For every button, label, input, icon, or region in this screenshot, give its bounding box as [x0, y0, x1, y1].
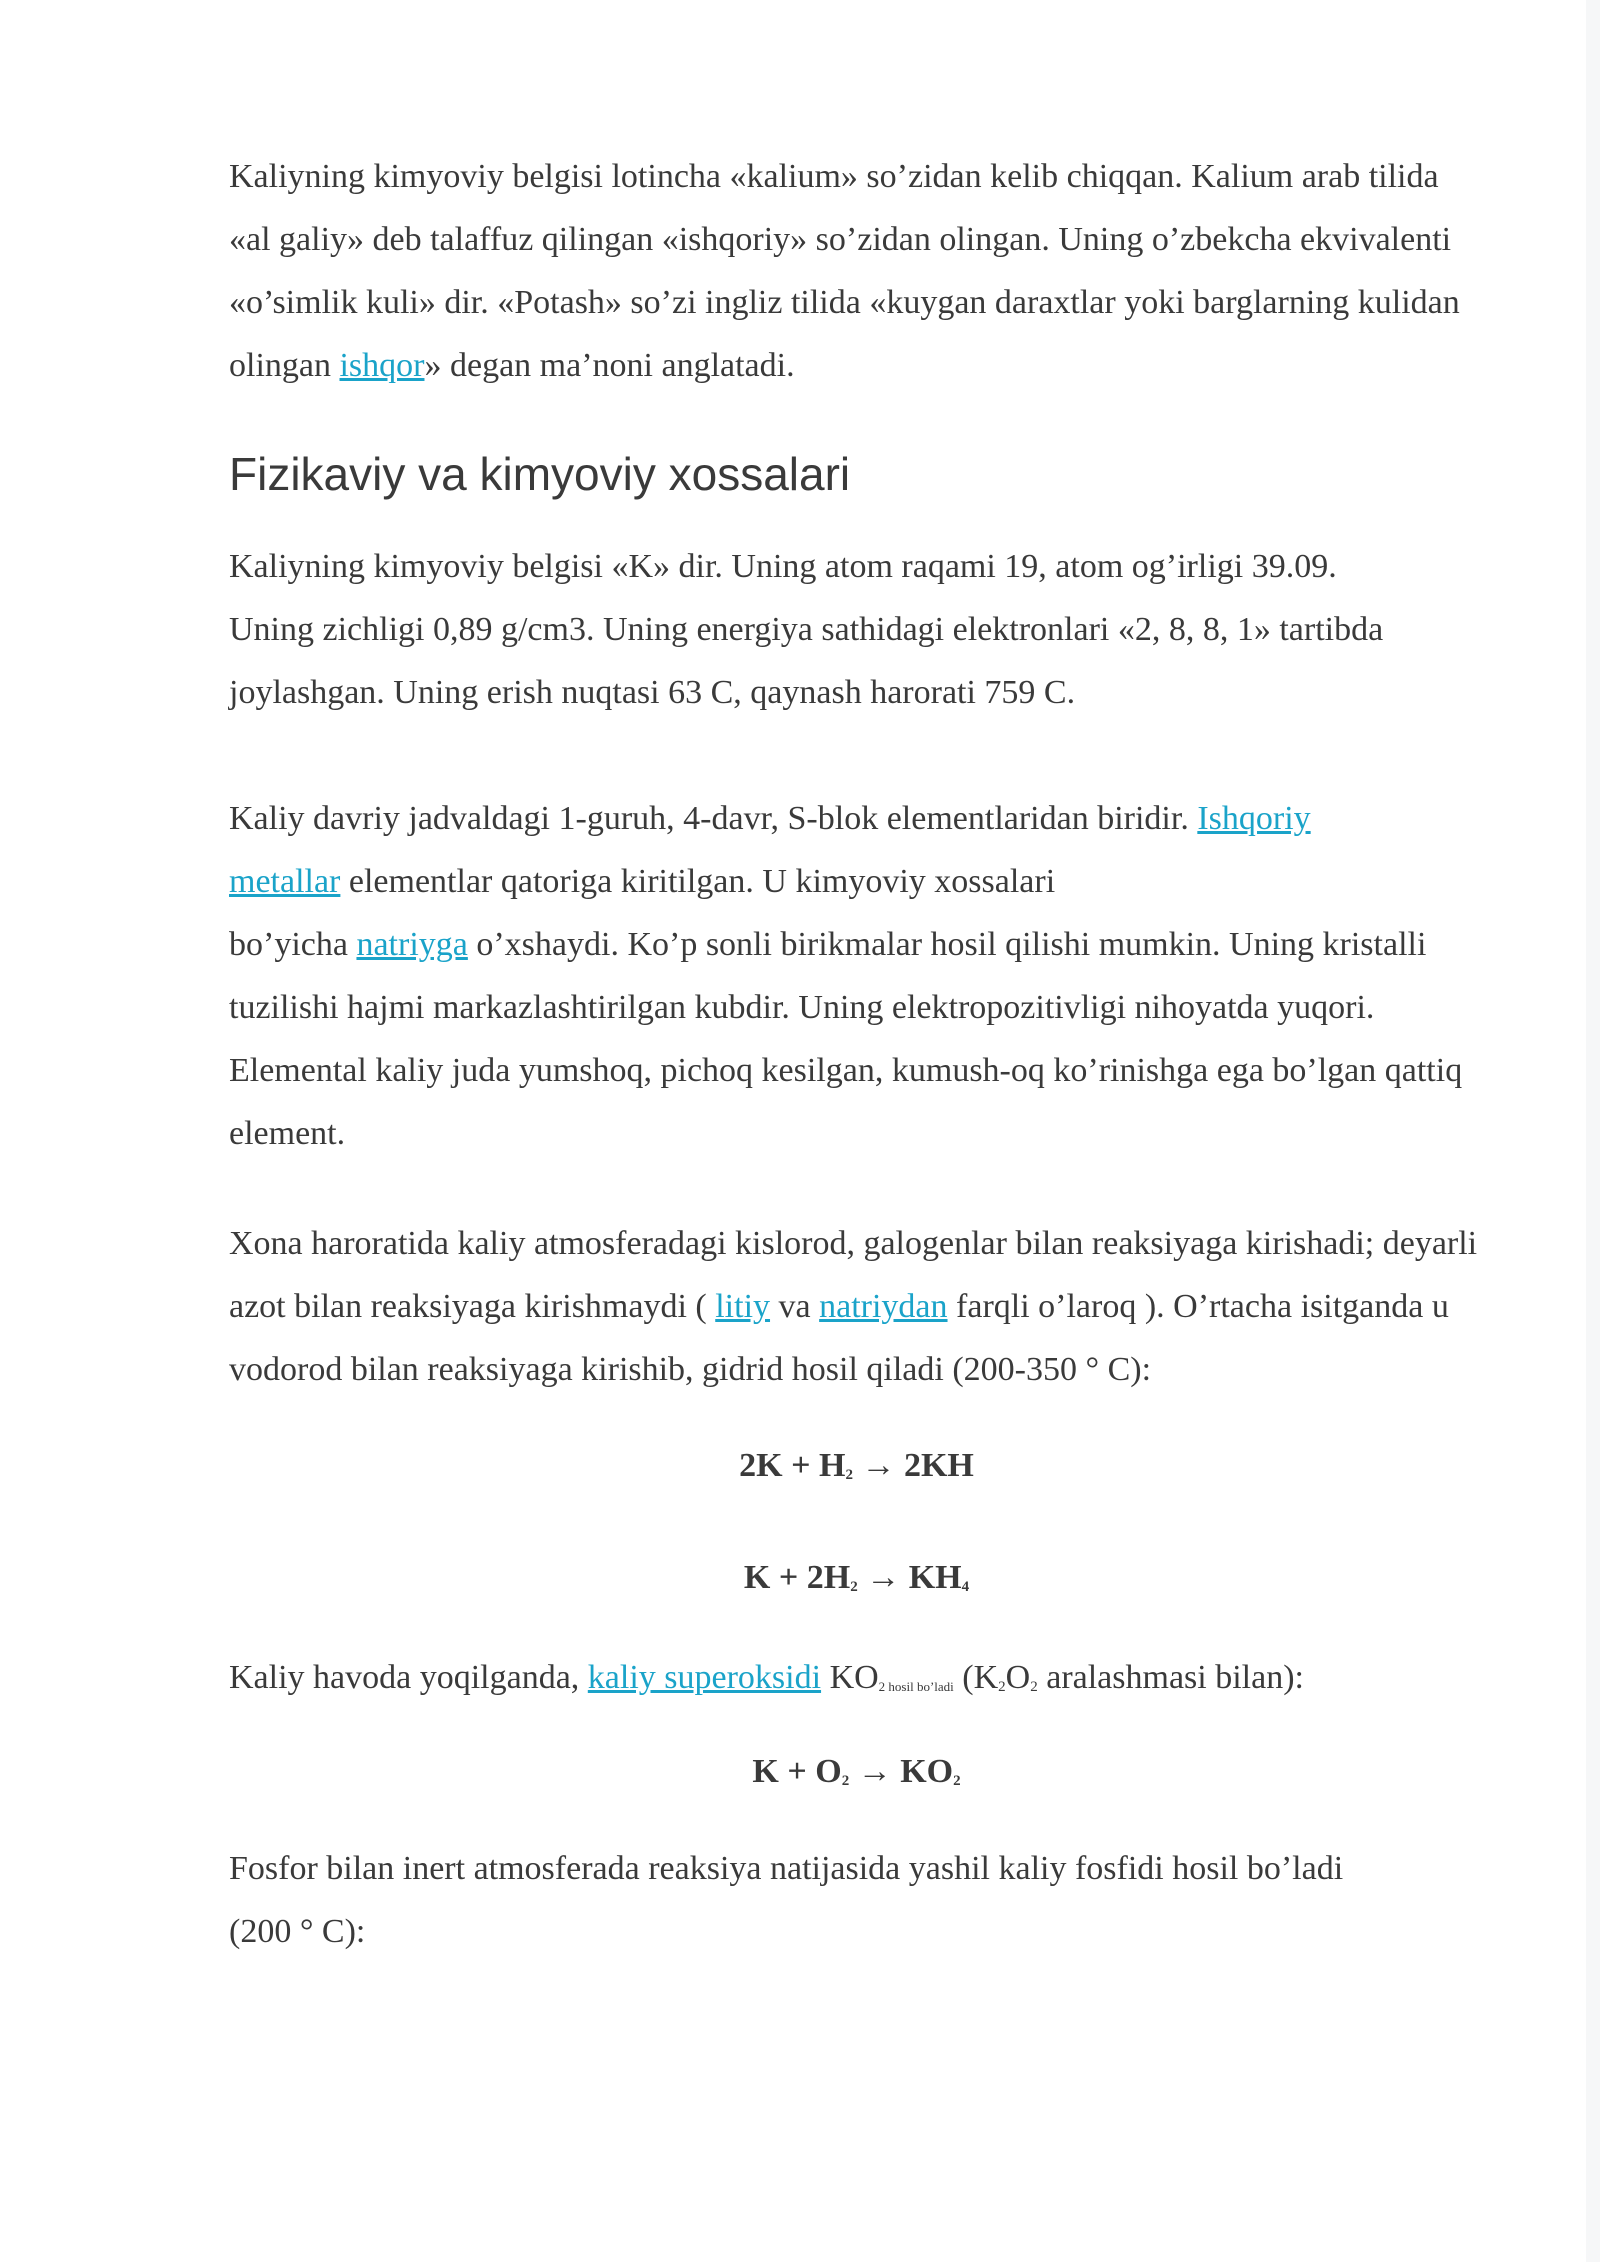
equation-text: K + 2H: [743, 1559, 851, 1596]
link-text: Ishqoriy: [1197, 800, 1311, 837]
formula-text: KO: [821, 1659, 879, 1696]
link-natriydan[interactable]: natriydan: [819, 1288, 948, 1325]
subscript: 2: [998, 1679, 1006, 1695]
paragraph-text: o’xshaydi. Ko’p sonli birikmalar hosil qilishi mumkin. Uning kristalli tuzilishi hajmi markazlashtirilgan kubdir. Uning elektropozitivligi nihoyatda yuqori. Elemental kaliy juda yumshoq, pichoq kesilgan, kumush-oq ko’rinishga ega bo’lgan qattiq element.: [229, 926, 1463, 1152]
paragraph-phosphorus: [229, 1837, 1484, 1963]
paragraph-text: Xona haroratida kaliy atmosferadagi kislorod, galogenlar bilan reaksiyaga kirishadi; deyarli azot bilan reaksiyaga kirishmaydi (: [229, 1225, 1478, 1325]
equation-1: [229, 1441, 1484, 1491]
equation-3: [229, 1747, 1484, 1797]
link-litiy[interactable]: litiy: [715, 1288, 771, 1325]
paragraph-text: » degan ma’noni anglatadi.: [424, 347, 795, 384]
subscript: 2: [1030, 1679, 1038, 1695]
subscript-note: 2 hosil bo’ladi: [878, 1679, 954, 1694]
link-natriyga[interactable]: natriyga: [356, 926, 468, 963]
paragraph-text: elementlar qatoriga kiritilgan. U kimyoviy xossalari: [340, 863, 1056, 900]
subscript: 2: [845, 1467, 853, 1483]
equation-text: → KO: [849, 1753, 954, 1790]
link-kaliy-superoksidi[interactable]: kaliy superoksidi: [587, 1659, 822, 1696]
link-text: metallar: [229, 863, 341, 900]
subscript: 2: [953, 1773, 961, 1789]
paragraph-etymology: [229, 145, 1469, 397]
equation-text: → 2KH: [852, 1447, 974, 1484]
equation-2: [229, 1553, 1484, 1603]
paragraph-line: joylashgan. Uning erish nuqtasi 63 C, qaynash harorati 759 C.: [229, 674, 1076, 711]
paragraph-text: Kaliyning kimyoviy belgisi lotincha «kalium» so’zidan kelib chiqqan. Kalium arab tilida «al galiy» deb talaffuz qilingan «ishqoriy» so’zidan olingan. Uning o’zbekcha ekvivalenti «o’simlik kuli» dir. «Potash» so’zi ingliz tilida «kuygan daraxtlar yoki barglarning kulidan olingan: [229, 158, 1460, 384]
paragraph-text: va: [770, 1288, 820, 1325]
equation-text: K + O: [752, 1753, 842, 1790]
subscript: 2: [850, 1579, 858, 1595]
paragraph-text: farqli o’laroq ). O’rtacha isitganda u vodorod bilan reaksiyaga kirishib, gidrid hosil qiladi (200-350 ° C):: [229, 1288, 1449, 1388]
paragraph-properties: [229, 535, 1484, 724]
paragraph-reactions: [229, 1212, 1484, 1401]
equation-text: → KH: [857, 1559, 962, 1596]
paragraph-text: bo’yicha: [229, 926, 357, 963]
paragraph-line: (200 ° C):: [229, 1913, 366, 1950]
paragraph-line: Fosfor bilan inert atmosferada reaksiya natijasida yashil kaliy fosfidi hosil bo’ladi: [229, 1850, 1344, 1887]
section-heading: Fizikaviy va kimyoviy xossalari: [229, 448, 851, 500]
subscript: 4: [961, 1579, 970, 1595]
paragraph-text: aralashmasi bilan):: [1037, 1659, 1304, 1696]
paragraph-line: Kaliyning kimyoviy belgisi «K» dir. Uning atom raqami 19, atom og’irligi 39.09.: [229, 548, 1337, 585]
paragraph-text: Kaliy havoda yoqilganda,: [229, 1659, 588, 1696]
link-ishqor[interactable]: ishqor: [339, 347, 425, 384]
formula-text: O: [1005, 1659, 1031, 1696]
formula-text: (K: [953, 1659, 999, 1696]
equation-text: 2K + H: [739, 1447, 846, 1484]
article-body: [229, 145, 1484, 1963]
paragraph-periodic: [229, 787, 1484, 1165]
paragraph-combustion: [229, 1646, 1484, 1709]
subscript: 2: [841, 1773, 850, 1789]
paragraph-line: Uning zichligi 0,89 g/cm3. Uning energiya sathidagi elektronlari «2, 8, 8, 1» tartibda: [229, 611, 1384, 648]
page-edge: [1586, 0, 1600, 2262]
paragraph-text: Kaliy davriy jadvaldagi 1-guruh, 4-davr, S-blok elementlaridan biridir.: [229, 800, 1198, 837]
